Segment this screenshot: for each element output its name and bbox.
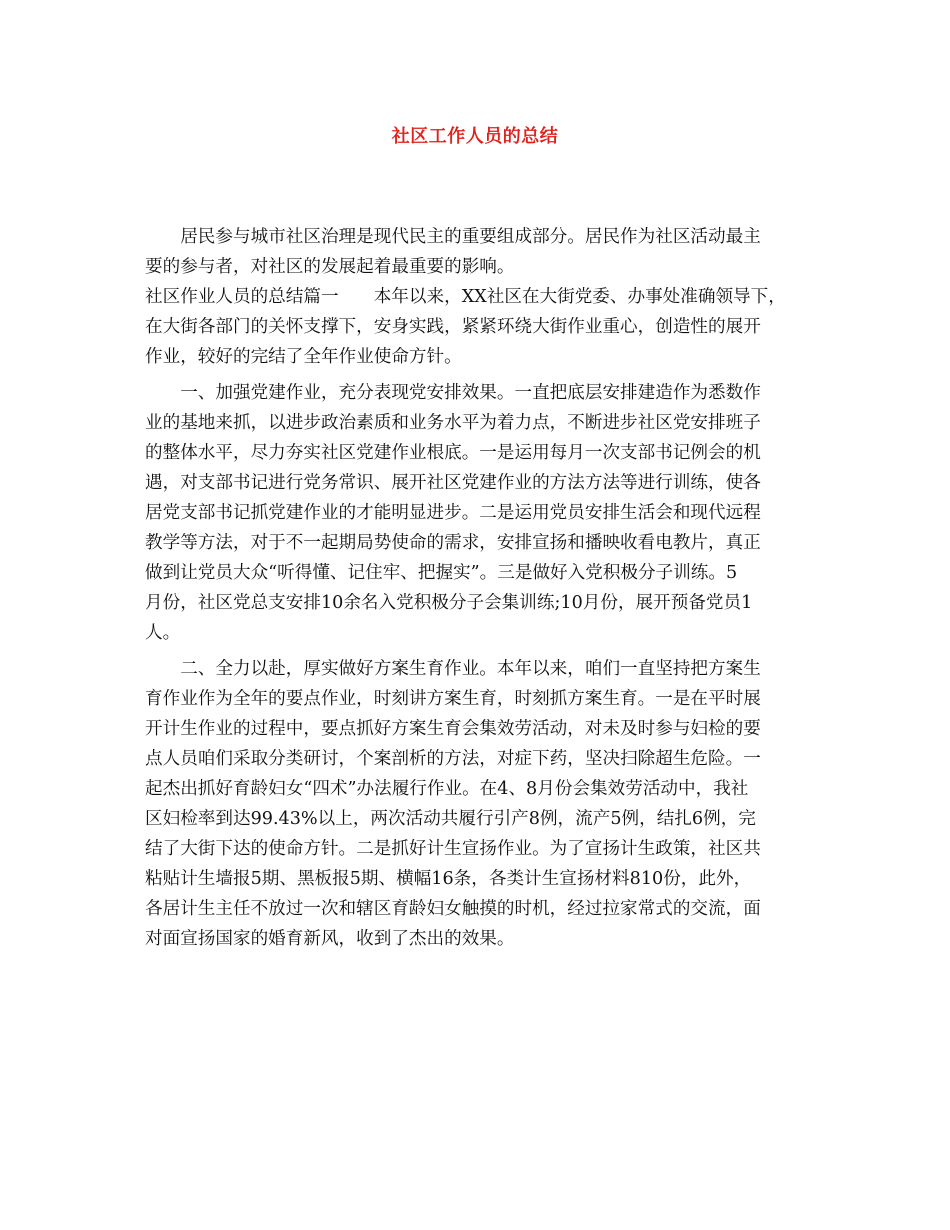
body-line: 育作业作为全年的要点作业，时刻讲方案生育，时刻抓方案生育。一是在平时展 <box>145 689 761 709</box>
body-line: 社区作业人员的总结篇一 本年以来，XX社区在大街党委、办事处准确领导下， <box>145 287 786 307</box>
body-line: 结了大街下达的使命方针。二是抓好计生宣扬作业。为了宣扬计生政策，社区共 <box>145 839 761 859</box>
body-line: 居党支部书记抓党建作业的才能明显进步。二是运用党员安排生活会和现代远程 <box>145 503 761 523</box>
body-line: 粘贴计生墙报5期、黑板报5期、横幅16条，各类计生宣扬材料810份，此外， <box>145 869 752 889</box>
body-line: 各居计生主任不放过一次和辖区育龄妇女触摸的时机，经过拉家常式的交流，面 <box>145 899 761 919</box>
body-line: 起杰出抓好育龄妇女“四术”办法履行作业。在4、8月份会集效劳活动中，我社 <box>145 779 749 799</box>
body-line: 开计生作业的过程中，要点抓好方案生育会集效劳活动，对未及时参与妇检的要 <box>145 719 761 739</box>
body-line: 对面宣扬国家的婚育新风，收到了杰出的效果。 <box>145 929 515 949</box>
body-line: 点人员咱们采取分类研讨，个案剖析的方法，对症下药，坚决扫除超生危险。一 <box>145 749 761 769</box>
body-line: 月份，社区党总支安排10余名入党积极分子会集训练;10月份，展开预备党员1 <box>145 593 753 613</box>
body-line: 在大街各部门的关怀支撑下，安身实践，紧紧环绕大街作业重心，创造性的展开 <box>145 317 761 337</box>
body-line: 业的基地来抓，以进步政治素质和业务水平为着力点，不断进步社区党安排班子 <box>145 413 761 433</box>
body-line: 一、加强党建作业，充分表现党安排效果。一直把底层安排建造作为悉数作 <box>145 383 761 403</box>
body-line: 区妇检率到达99.43%以上，两次活动共履行引产8例，流产5例，结扎6例，完 <box>145 809 756 829</box>
document-body <box>145 222 810 954</box>
body-line: 教学等方法，对于不一起期局势使命的需求，安排宣扬和播映收看电教片，真正 <box>145 533 761 553</box>
body-line: 人。 <box>145 623 181 643</box>
body-line: 的整体水平，尽力夯实社区党建作业根底。一是运用每月一次支部书记例会的机 <box>145 443 761 463</box>
body-line: 二、全力以赴，厚实做好方案生育作业。本年以来，咱们一直坚持把方案生 <box>145 659 761 679</box>
body-line: 作业，较好的完结了全年作业使命方针。 <box>145 347 462 367</box>
body-line: 遇，对支部书记进行党务常识、展开社区党建作业的方法方法等进行训练，使各 <box>145 473 761 493</box>
document-title: 社区工作人员的总结 <box>391 126 559 147</box>
body-line: 居民参与城市社区治理是现代民主的重要组成部分。居民作为社区活动最主 <box>145 227 761 247</box>
body-line: 要的参与者，对社区的发展起着最重要的影响。 <box>145 257 515 277</box>
body-line: 做到让党员大众“听得懂、记住牢、把握实”。三是做好入党积极分子训练。5 <box>145 563 738 583</box>
